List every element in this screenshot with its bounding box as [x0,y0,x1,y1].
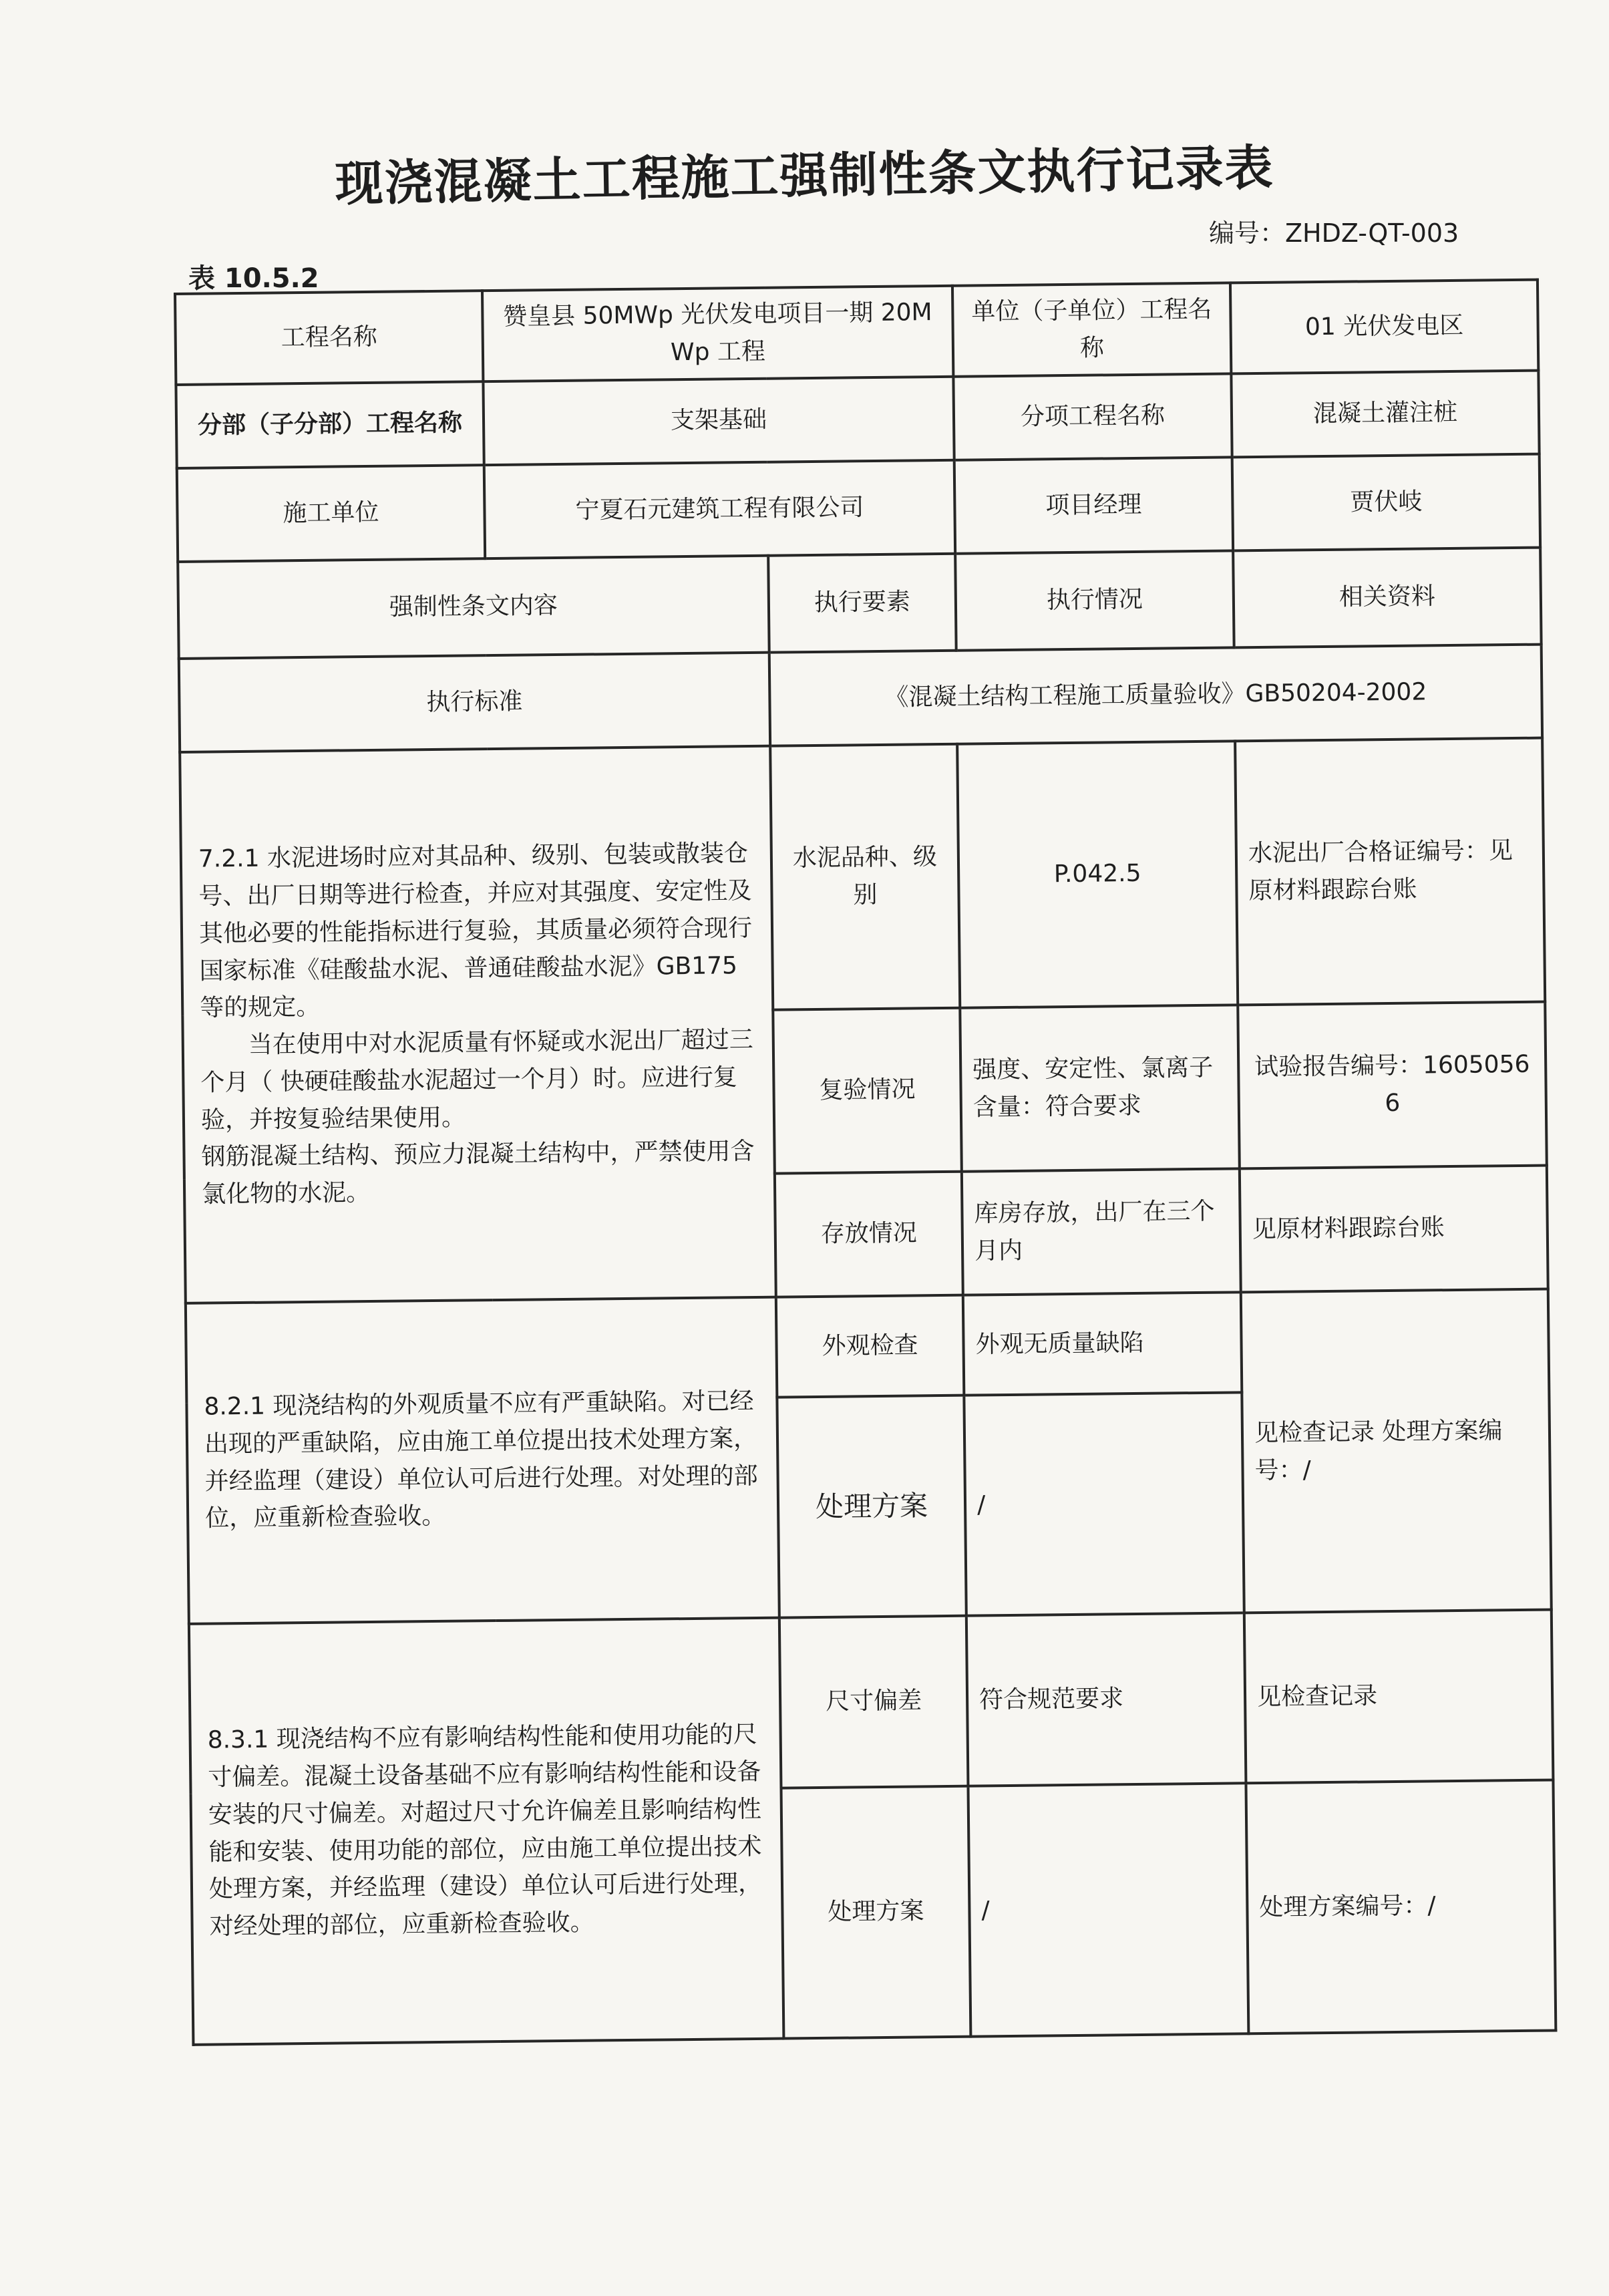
item-label: 分项工程名称 [953,373,1232,460]
project-name-value: 赞皇县 50MWp 光伏发电项目一期 20MWp 工程 [482,286,953,381]
element-cell: 水泥品种、级别 [770,744,960,1009]
column-header-content: 强制性条文内容 [178,555,769,658]
contractor-value: 宁夏石元建筑工程有限公司 [484,460,955,558]
element-cell: 外观检查 [776,1295,964,1397]
division-row [176,370,1539,468]
status-cell: 库房存放，出厂在三个月内 [962,1168,1241,1295]
record-table [174,279,1557,2046]
docs-cell: 见原材料跟踪台账 [1240,1165,1548,1292]
clause-8-3-1 [189,1617,784,2044]
docs-cell: 见检查记录 处理方案编号：/ [1241,1289,1552,1613]
status-cell: / [964,1392,1244,1615]
status-cell: 外观无质量缺陷 [963,1292,1242,1395]
element-cell: 处理方案 [777,1395,966,1617]
document-number: 编号：ZHDZ-QT-003 [1209,218,1459,248]
unit-project-label: 单位（子单位）工程名称 [952,283,1231,376]
clause-7-2-1 [180,746,776,1303]
status-cell: P.042.5 [957,741,1238,1007]
element-cell: 复验情况 [773,1007,962,1173]
clause-paragraph: 8.3.1 现浇结构不应有影响结构性能和使用功能的尺寸偏差。混凝土设备基础不应有影响结构性能和设备安装的尺寸偏差。对超过尺寸允许偏差且影响结构性能和安装、使用功能的部位，应由施工单位提出技术处理方案，并经监理（建设）单位认可后进行处理，对经处理的部位，应重新检查验收。 [207,1721,763,1941]
manager-label: 项目经理 [954,457,1233,553]
docs-cell: 见检查记录 [1244,1609,1554,1783]
status-cell: 符合规范要求 [966,1613,1246,1786]
clause-8-2-1 [186,1297,779,1623]
standard-label: 执行标准 [179,652,770,752]
status-cell: 强度、安定性、氯离子含量：符合要求 [960,1005,1240,1171]
docs-cell: 水泥出厂合格证编号：见原材料跟踪台账 [1235,737,1545,1005]
project-name-label: 工程名称 [175,291,483,384]
unit-project-value: 01 光伏发电区 [1230,280,1538,373]
table-row [186,1289,1549,1403]
table-row [180,737,1545,1015]
clause-paragraph: 钢筋混凝土结构、预应力混凝土结构中，严禁使用含氯化物的水泥。 [201,1138,755,1208]
column-header-status: 执行情况 [955,550,1234,650]
column-header-element: 执行要素 [768,553,956,652]
page-title: 现浇混凝土工程施工强制性条文执行记录表 [334,139,1275,212]
division-label: 分部（子分部）工程名称 [176,381,484,468]
standard-row [179,644,1542,752]
contractor-label: 施工单位 [177,465,485,562]
column-header-docs: 相关资料 [1233,547,1541,647]
clause-paragraph: 当在使用中对水泥质量有怀疑或水泥出厂超过三个月（ 快硬硅酸盐水泥超过一个月）时。应进行复验，并按复验结果使用。 [200,1026,753,1134]
table-row [189,1609,1554,1794]
column-header-row [178,547,1541,658]
status-cell: / [968,1783,1248,2036]
element-cell: 尺寸偏差 [779,1615,968,1788]
element-cell: 存放情况 [775,1171,963,1297]
clause-paragraph: 8.2.1 现浇结构的外观质量不应有严重缺陷。对已经出现的严重缺陷，应由施工单位提出技术处理方案，并经监理（建设）单位认可后进行处理。对处理的部位，应重新检查验收。 [204,1387,758,1532]
clause-paragraph: 7.2.1 水泥进场时应对其品种、级别、包装或散装仓号、出厂日期等进行检查，并应对其强度、安定性及其他必要的性能指标进行复验，其质量必须符合现行国家标准《硅酸盐水泥、普通硅酸盐水泥》GB175等的规定。 [198,840,753,1022]
manager-value: 贾伏岐 [1232,454,1540,550]
contractor-row [177,454,1540,561]
docs-cell: 试验报告编号：16050566 [1238,1001,1547,1168]
table-number: 表 10.5.2 [188,263,319,294]
item-value: 混凝土灌注桩 [1231,370,1539,457]
element-cell: 处理方案 [781,1786,970,2038]
standard-value: 《混凝土结构工程施工质量验收》GB50204-2002 [769,644,1542,746]
project-name-row [175,280,1538,385]
division-value: 支架基础 [483,376,954,464]
docs-cell: 处理方案编号：/ [1246,1780,1556,2033]
